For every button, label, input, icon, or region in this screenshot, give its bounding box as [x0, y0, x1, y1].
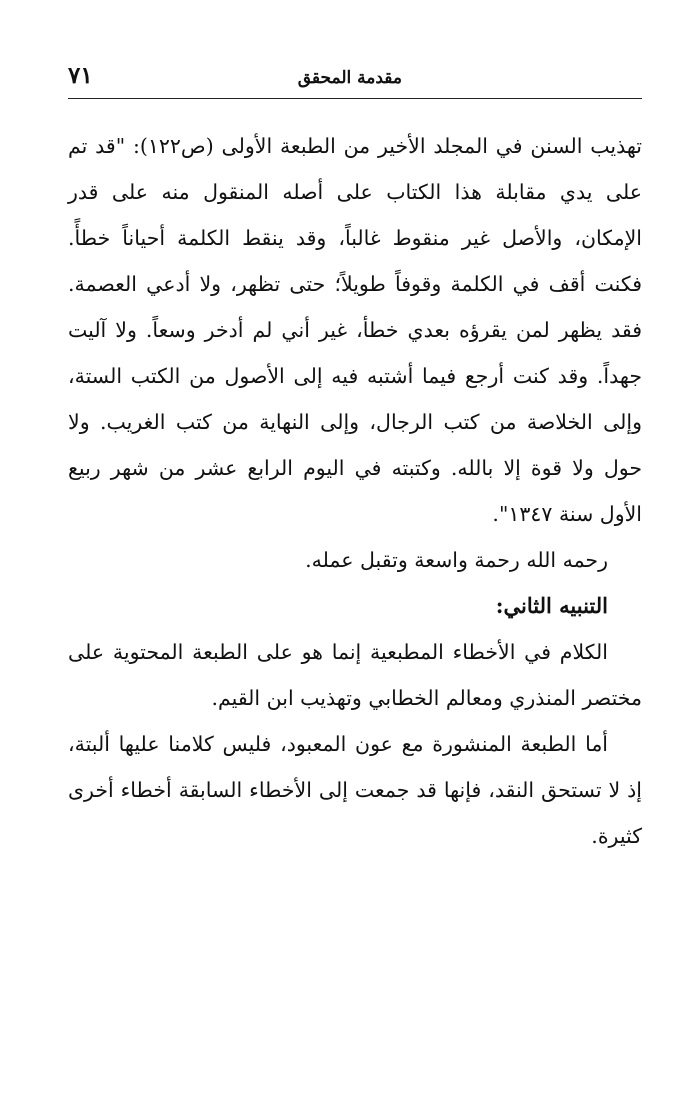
book-page — [68, 58, 642, 859]
page-number: ٧١ — [68, 62, 93, 89]
paragraph-prayer: رحمه الله رحمة واسعة وتقبل عمله. — [305, 548, 608, 572]
paragraph-quote: تهذيب السنن في المجلد الأخير من الطبعة الأولى (ص١٢٢): "قد تم على يدي مقابلة هذا الكتاب على أصله المنقول منه على قدر الإمكان، والأصل غير منقوط غالباً، وقد ينقط الكلمة أحياناً خطأً. فكنت أقف في الكلمة وقوفاً طويلاً؛ حتى تظهر، ولا أدعي العصمة. فقد يظهر لمن يقرؤه بعدي خطأ، غير أني لم أدخر وسعاً. ولا آليت جهداً. وقد كنت أرجع فيما أشتبه فيه إلى الأصول من الكتب الستة، وإلى الخلاصة من كتب الرجال، وإلى النهاية من كتب الغريب. ولا حول ولا قوة إلا بالله. وكتبته في اليوم الرابع عشر من شهر ربيع الأول سنة ١٣٤٧". — [68, 134, 643, 526]
header-title: مقدمة المحقق — [297, 68, 402, 88]
paragraph-errors: الكلام في الأخطاء المطبعية إنما هو على الطبعة المحتوية على مختصر المنذري ومعالم الخطابي وتهذيب ابن القيم. — [68, 640, 642, 710]
paragraph-awn-edition: أما الطبعة المنشورة مع عون المعبود، فليس كلامنا عليها ألبتة، إذ لا تستحق النقد، فإنها قد جمعت إلى الأخطاء السابقة أخطاء أخرى كثيرة. — [68, 732, 642, 848]
running-header — [68, 58, 642, 99]
page-body — [68, 123, 642, 859]
section-heading: التنبيه الثاني: — [495, 593, 608, 618]
